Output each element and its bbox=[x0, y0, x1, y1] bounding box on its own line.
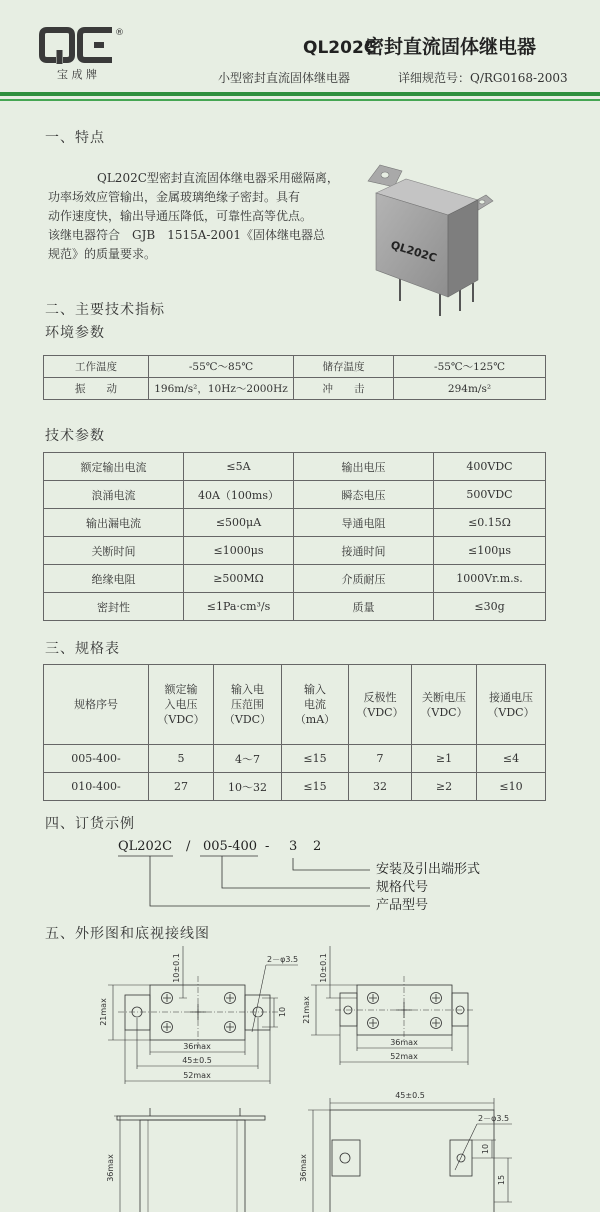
dim-label: 10±0.1 bbox=[319, 953, 328, 983]
column-header: 接通电压 （VDC） bbox=[477, 665, 546, 745]
mounting-tab-left bbox=[125, 995, 150, 1030]
table-cell: 32 bbox=[349, 773, 412, 801]
dim-lines bbox=[472, 1140, 512, 1158]
model-leader bbox=[150, 856, 370, 906]
table-cell: ≥2 bbox=[412, 773, 477, 801]
specification-table bbox=[43, 664, 546, 801]
paragraph-line: QL202C型密封直流固体继电器采用磁隔离， bbox=[97, 171, 339, 185]
table-cell: 输出漏电流 bbox=[44, 509, 184, 537]
table-cell: ≤1000μs bbox=[184, 537, 294, 565]
features-heading: 一、特点 bbox=[45, 130, 105, 146]
table-cell: 冲 击 bbox=[294, 378, 394, 400]
table-cell: -55℃～85℃ bbox=[149, 356, 294, 378]
table-cell: 浪涌电流 bbox=[44, 481, 184, 509]
relay-body-outline bbox=[330, 1110, 494, 1212]
table-cell: ≤0.15Ω bbox=[434, 509, 546, 537]
dim-label: 52max bbox=[183, 1071, 211, 1080]
ordering-heading: 四、订货示例 bbox=[45, 816, 135, 832]
registered-mark: ® bbox=[115, 28, 124, 38]
table-cell: 振 动 bbox=[44, 378, 149, 400]
table-row bbox=[44, 593, 546, 621]
relay-body-outline bbox=[140, 1120, 245, 1212]
hole-leader bbox=[252, 965, 298, 1032]
pin bbox=[225, 993, 236, 1004]
dim-label: 10 bbox=[278, 1006, 287, 1018]
table-cell: 关断时间 bbox=[44, 537, 184, 565]
paragraph-line: 该继电器符合 GJB 1515A-2001《固体继电器总 bbox=[48, 228, 326, 242]
dim-label: 45±0.5 bbox=[182, 1056, 212, 1065]
column-header: 反极性 （VDC） bbox=[349, 665, 412, 745]
baocheng-logo-icon bbox=[38, 26, 124, 66]
outline-heading: 五、外形图和底视接线图 bbox=[45, 926, 210, 942]
table-cell: 输出电压 bbox=[294, 453, 434, 481]
order-lead-code: 2 bbox=[313, 839, 322, 854]
mounting-tab-right bbox=[245, 995, 270, 1030]
header-rule-thick bbox=[0, 92, 600, 96]
table-cell: ≤30g bbox=[434, 593, 546, 621]
table-cell: 500VDC bbox=[434, 481, 546, 509]
relay-product-image bbox=[360, 155, 496, 320]
table-cell: ≤4 bbox=[477, 745, 546, 773]
column-header: 规格序号 bbox=[44, 665, 149, 745]
bottom-view-drawing-right bbox=[311, 946, 475, 1065]
table-cell: ≤1Pa·cm³/s bbox=[184, 593, 294, 621]
table-cell: 绝缘电阻 bbox=[44, 565, 184, 593]
table-row bbox=[44, 378, 546, 400]
dim-lines bbox=[308, 1110, 330, 1212]
dim-label: 52max bbox=[390, 1052, 418, 1061]
table-cell: 储存温度 bbox=[294, 356, 394, 378]
pin-cross bbox=[432, 1019, 440, 1027]
flange-hole bbox=[381, 172, 389, 178]
table-cell: 10～32 bbox=[214, 773, 282, 801]
spec-table-heading: 三、规格表 bbox=[45, 641, 120, 657]
table-cell: 介质耐压 bbox=[294, 565, 434, 593]
table-cell: 5 bbox=[149, 745, 214, 773]
pin-cross bbox=[226, 1023, 234, 1031]
specs-heading: 二、主要技术指标 bbox=[45, 302, 165, 318]
technical-table bbox=[43, 452, 546, 621]
pin bbox=[368, 1018, 379, 1029]
dim-label: 2－φ3.5 bbox=[478, 1114, 510, 1123]
dim-label: 45±0.5 bbox=[395, 1091, 425, 1100]
center-cross bbox=[396, 1002, 412, 1018]
table-row bbox=[44, 565, 546, 593]
paragraph-line: 功率场效应管输出，金属玻璃绝缘子密封。具有 bbox=[48, 190, 301, 204]
table-cell: 额定输出电流 bbox=[44, 453, 184, 481]
label-spec-code: 规格代号 bbox=[376, 880, 429, 895]
dim-label: 36max bbox=[299, 1154, 308, 1182]
mount-leader bbox=[293, 858, 370, 870]
pin bbox=[162, 1022, 173, 1033]
column-header: 输入电 压范围 （VDC） bbox=[214, 665, 282, 745]
tech-title: 技术参数 bbox=[45, 428, 105, 444]
center-cross bbox=[190, 1004, 206, 1020]
table-row bbox=[44, 453, 546, 481]
table-cell: ≥1 bbox=[412, 745, 477, 773]
order-mount-code: 3 bbox=[289, 839, 298, 854]
table-row bbox=[44, 509, 546, 537]
brand-name: 宝 成 牌 bbox=[57, 68, 97, 81]
table-cell: 密封性 bbox=[44, 593, 184, 621]
dim-label: 2－φ3.5 bbox=[267, 955, 299, 964]
order-leader-lines bbox=[0, 840, 600, 920]
body-inner-lines bbox=[148, 1120, 237, 1212]
table-cell: 294m/s² bbox=[394, 378, 546, 400]
flange-plate bbox=[117, 1116, 265, 1120]
dim-label: 36max bbox=[106, 1154, 115, 1182]
dim-lines bbox=[108, 985, 150, 1040]
table-cell: 工作温度 bbox=[44, 356, 149, 378]
table-cell: 接通时间 bbox=[294, 537, 434, 565]
pin-cross bbox=[432, 994, 440, 1002]
pin bbox=[431, 1018, 442, 1029]
environment-table bbox=[43, 355, 546, 400]
order-slash: / bbox=[186, 839, 191, 854]
features-paragraph bbox=[48, 169, 339, 264]
dim-label: 21max bbox=[302, 996, 311, 1024]
order-spec-code: 005-400 bbox=[203, 839, 258, 854]
pin bbox=[431, 993, 442, 1004]
pin-cross bbox=[163, 1023, 171, 1031]
mounting-hole bbox=[340, 1153, 350, 1163]
mounting-tab-left bbox=[332, 1140, 360, 1176]
table-cell: 010-400- bbox=[44, 773, 149, 801]
label-product-model: 产品型号 bbox=[376, 898, 429, 913]
table-cell: 40A（100ms） bbox=[184, 481, 294, 509]
page-model: QL202C bbox=[303, 38, 377, 58]
table-cell: ≤5A bbox=[184, 453, 294, 481]
table-cell: 瞬态电压 bbox=[294, 481, 434, 509]
table-cell: 1000Vr.m.s. bbox=[434, 565, 546, 593]
order-dash: - bbox=[265, 839, 270, 854]
pin-cross bbox=[369, 1019, 377, 1027]
product-label: QL202C bbox=[389, 238, 439, 265]
table-cell: 196m/s²，10Hz～2000Hz bbox=[149, 378, 294, 400]
table-cell: ≤15 bbox=[282, 745, 349, 773]
logo-left-glyph bbox=[42, 30, 72, 64]
table-cell: ≤15 bbox=[282, 773, 349, 801]
spec-leader bbox=[222, 856, 370, 888]
dim-label: 10±0.1 bbox=[172, 953, 181, 983]
table-row bbox=[44, 745, 546, 773]
table-cell: ≤100μs bbox=[434, 537, 546, 565]
dim-label: 21max bbox=[99, 998, 108, 1026]
column-header: 关断电压 （VDC） bbox=[412, 665, 477, 745]
spec-number: 详细规范号：Q/RG0168-2003 bbox=[398, 71, 568, 85]
order-model: QL202C bbox=[118, 839, 173, 854]
table-cell: 质量 bbox=[294, 593, 434, 621]
table-cell: ≤500μA bbox=[184, 509, 294, 537]
env-title: 环境参数 bbox=[45, 325, 105, 341]
relay-side-face bbox=[448, 200, 478, 297]
table-cell: ≤10 bbox=[477, 773, 546, 801]
outline-drawings bbox=[0, 940, 600, 1212]
leader-group bbox=[118, 856, 370, 906]
flange-stubs bbox=[150, 1108, 240, 1116]
dim-label: 36max bbox=[183, 1042, 211, 1051]
pin bbox=[162, 993, 173, 1004]
paragraph-line: 规范》的质量要求。 bbox=[48, 247, 157, 261]
pin-cross bbox=[163, 994, 171, 1002]
table-cell: ≥500MΩ bbox=[184, 565, 294, 593]
column-header: 额定输 入电压 （VDC） bbox=[149, 665, 214, 745]
pin-cross bbox=[226, 994, 234, 1002]
pin bbox=[368, 993, 379, 1004]
page-subtitle: 小型密封直流固体继电器 bbox=[218, 71, 351, 85]
table-header-row bbox=[44, 665, 546, 745]
table-cell: 27 bbox=[149, 773, 214, 801]
column-header: 输入 电流 （mA） bbox=[282, 665, 349, 745]
table-row bbox=[44, 356, 546, 378]
paragraph-line: 动作速度快，输出导通压降低，可靠性高等优点。 bbox=[48, 209, 313, 223]
table-cell: 4～7 bbox=[214, 745, 282, 773]
side-view-drawing bbox=[114, 1108, 265, 1212]
dim-label: 10 bbox=[481, 1143, 490, 1155]
table-row bbox=[44, 481, 546, 509]
table-cell: 导通电阻 bbox=[294, 509, 434, 537]
page-title: 密封直流固体继电器 bbox=[365, 36, 537, 58]
table-cell: -55℃～125℃ bbox=[394, 356, 546, 378]
table-row bbox=[44, 537, 546, 565]
dim-label: 15 bbox=[497, 1174, 506, 1186]
table-cell: 400VDC bbox=[434, 453, 546, 481]
pin bbox=[225, 1022, 236, 1033]
dim-lines bbox=[326, 946, 357, 998]
table-row bbox=[44, 773, 546, 801]
label-mount-form: 安装及引出端形式 bbox=[376, 862, 481, 877]
mounting-tab-right bbox=[452, 993, 468, 1026]
pin-cross bbox=[369, 994, 377, 1002]
table-cell: 7 bbox=[349, 745, 412, 773]
table-cell: 005-400- bbox=[44, 745, 149, 773]
flange-hole bbox=[479, 200, 485, 204]
dim-label: 36max bbox=[390, 1038, 418, 1047]
logo-right-glyph bbox=[80, 30, 112, 60]
header-rule-thin bbox=[0, 99, 600, 101]
